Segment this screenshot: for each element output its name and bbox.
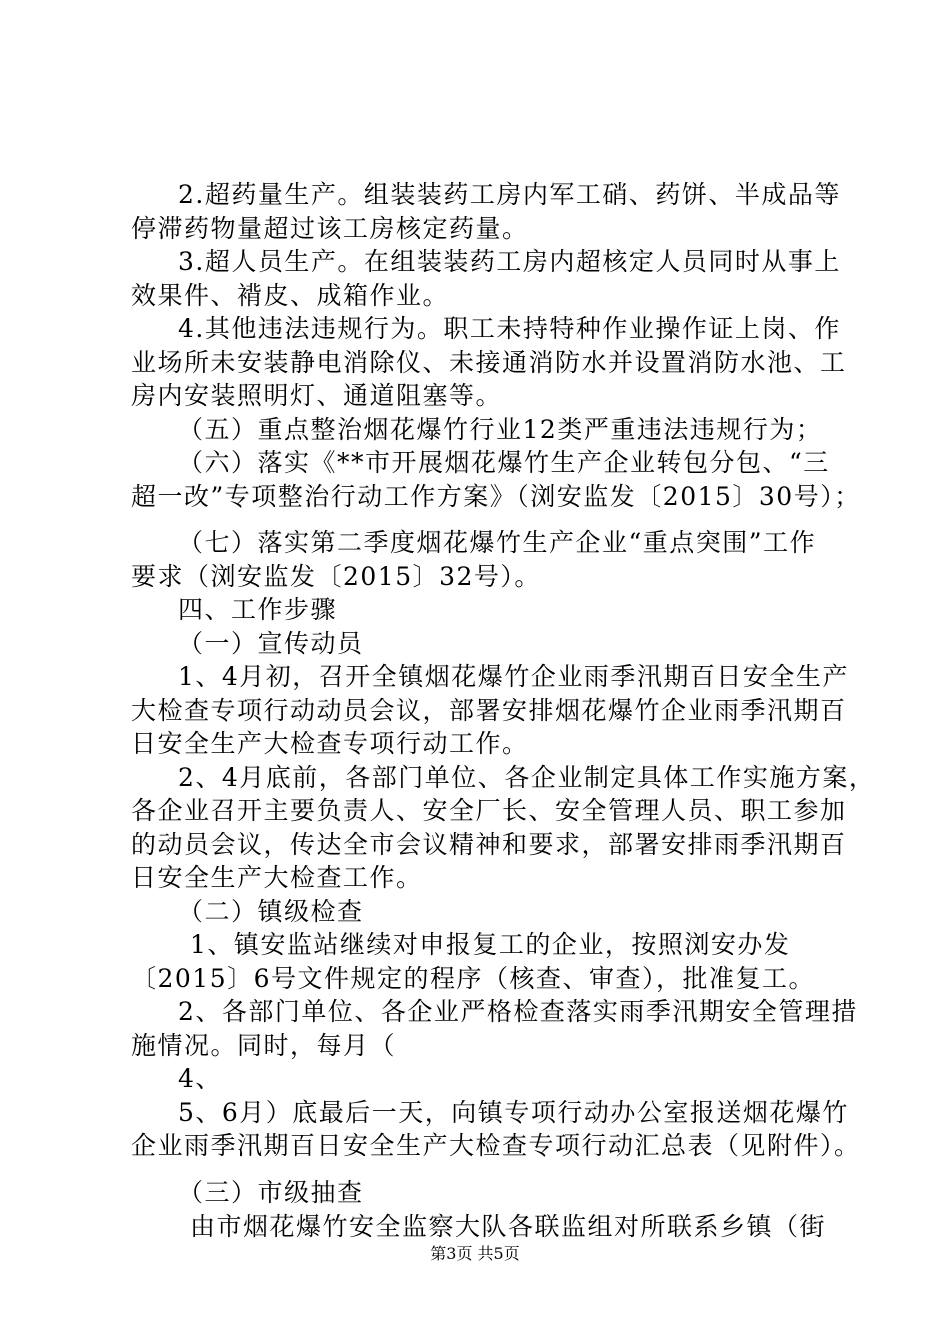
subsection-heading: （三）市级抽查 <box>178 1178 364 1207</box>
body-line: 由市烟花爆竹安全监察大队各联监组对所联系乡镇（街 <box>190 1212 827 1241</box>
body-line: 日安全生产大检查工作。 <box>131 863 423 892</box>
body-line: 5、6月）底最后一天，向镇专项行动办公室报送烟花爆竹 <box>178 1098 849 1127</box>
body-line: 大检查专项行动动员会议，部署安排烟花爆竹企业雨季汛期百 <box>131 696 847 725</box>
body-line: 超一改”专项整治行动工作方案》（浏安监发〔2015〕30号）； <box>131 482 861 511</box>
body-line: 日安全生产大检查专项行动工作。 <box>131 729 529 758</box>
body-line: （七）落实第二季度烟花爆竹生产企业“重点突围”工作 <box>178 528 817 557</box>
body-line: 1、镇安监站继续对申报复工的企业，按照浏安办发 <box>190 930 791 959</box>
body-line: 业场所未安装静电消除仪、未接通消防水并设置消防水池、工 <box>131 348 847 377</box>
body-line: 要求（浏安监发〔2015〕32号）。 <box>131 562 541 591</box>
section-heading: 四、工作步骤 <box>178 595 338 624</box>
body-line: 4、 <box>178 1064 222 1093</box>
body-line: 4.其他违法违规行为。职工未持特种作业操作证上岗、作 <box>178 314 841 343</box>
subsection-heading: （一）宣传动员 <box>178 629 364 658</box>
body-line: 施情况。同时，每月（ <box>131 1031 397 1060</box>
body-line: 2、4月底前，各部门单位、各企业制定具体工作实施方案， <box>178 763 876 792</box>
body-line: 企业雨季汛期百日安全生产大检查专项行动汇总表（见附件）。 <box>131 1131 861 1160</box>
body-line: 2.超药量生产。组装装药工房内军工硝、药饼、半成品等 <box>178 180 841 209</box>
body-line: 停滞药物量超过该工房核定药量。 <box>131 214 529 243</box>
body-line: 〔2015〕6号文件规定的程序（核查、审查），批准复工。 <box>131 964 816 993</box>
body-line: 效果件、褙皮、成箱作业。 <box>131 281 450 310</box>
body-line: 各企业召开主要负责人、安全厂长、安全管理人员、职工参加 <box>131 796 847 825</box>
body-line: 1、4月初，召开全镇烟花爆竹企业雨季汛期百日安全生产 <box>178 662 849 691</box>
body-line: 2、各部门单位、各企业严格检查落实雨季汛期安全管理措 <box>178 997 858 1026</box>
body-line: （五）重点整治烟花爆竹行业12类严重违法违规行为； <box>178 415 823 444</box>
subsection-heading: （二）镇级检查 <box>178 897 364 926</box>
body-line: （六）落实《**市开展烟花爆竹生产企业转包分包、“三 <box>178 448 830 477</box>
body-line: 的动员会议，传达全市会议精神和要求，部署安排雨季汛期百 <box>131 830 847 859</box>
page-footer: 第3页 共5页 <box>430 1244 520 1263</box>
body-line: 3.超人员生产。在组装装药工房内超核定人员同时从事上 <box>178 247 841 276</box>
body-line: 房内安装照明灯、通道阻塞等。 <box>131 381 503 410</box>
